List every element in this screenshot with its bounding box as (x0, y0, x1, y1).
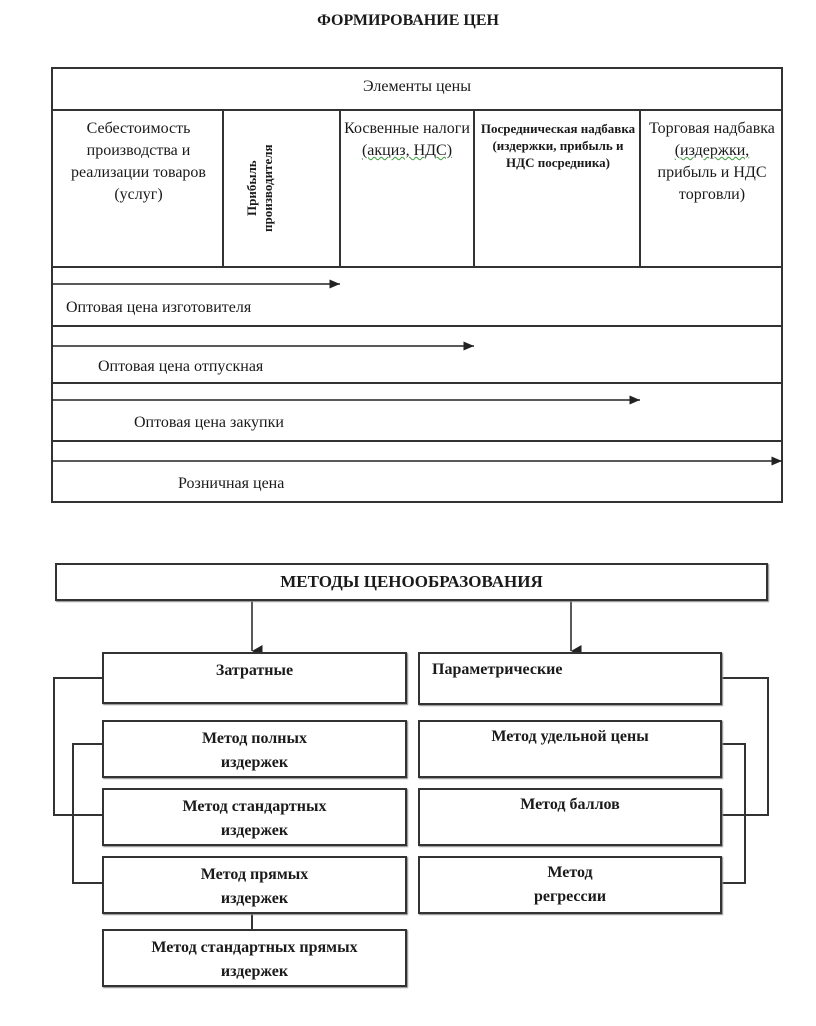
method-standard-costs: Метод стандартных издержек (102, 788, 407, 846)
method-direct-costs: Метод прямых издержек (102, 856, 407, 914)
methods-title: МЕТОДЫ ЦЕНООБРАЗОВАНИЯ (55, 563, 768, 601)
group-parametric: Параметрические (418, 652, 722, 705)
bracket-param-inner (722, 744, 745, 883)
price-retail: Розничная цена (178, 475, 285, 492)
element-indirect-taxes (342, 112, 472, 162)
method-points: Метод баллов (418, 788, 722, 846)
indirect-taxes-detail: (акциз, НДС) (361, 142, 453, 159)
bracket-cost-inner (73, 744, 102, 883)
trade-markup-detail-2: прибыль и НДС торговли) (657, 164, 767, 203)
trade-markup-label: Торговая надбавка (649, 120, 775, 137)
price-wholesale-release: Оптовая цена отпускная (98, 358, 264, 375)
pricing-title: ФОРМИРОВАНИЕ ЦЕН (317, 12, 499, 29)
element-trade-markup (642, 112, 782, 206)
price-wholesale-manufacturer: Оптовая цена изготовителя (66, 299, 252, 316)
table-header: Элементы цены (363, 78, 471, 95)
indirect-taxes-label: Косвенные налоги (344, 120, 470, 137)
method-full-costs: Метод полных издержек (102, 720, 407, 778)
price-wholesale-purchase: Оптовая цена закупки (134, 414, 284, 431)
group-cost: Затратные (102, 652, 407, 704)
element-intermediary-markup: Посредническая надбавка (издержки, прибыль и НДС посредника) (480, 121, 636, 170)
bracket-cost-outer (54, 678, 102, 815)
method-unit-price: Метод удельной цены (418, 720, 722, 778)
element-cost: Себестоимость производства и реализации товаров (услуг) (71, 120, 206, 203)
element-producer-profit: Прибыль производителя (244, 144, 275, 232)
method-regression: Метод регрессии (418, 856, 722, 914)
method-standard-direct-costs: Метод стандартных прямых издержек (102, 929, 407, 987)
trade-markup-detail: (издержки, (674, 142, 750, 159)
